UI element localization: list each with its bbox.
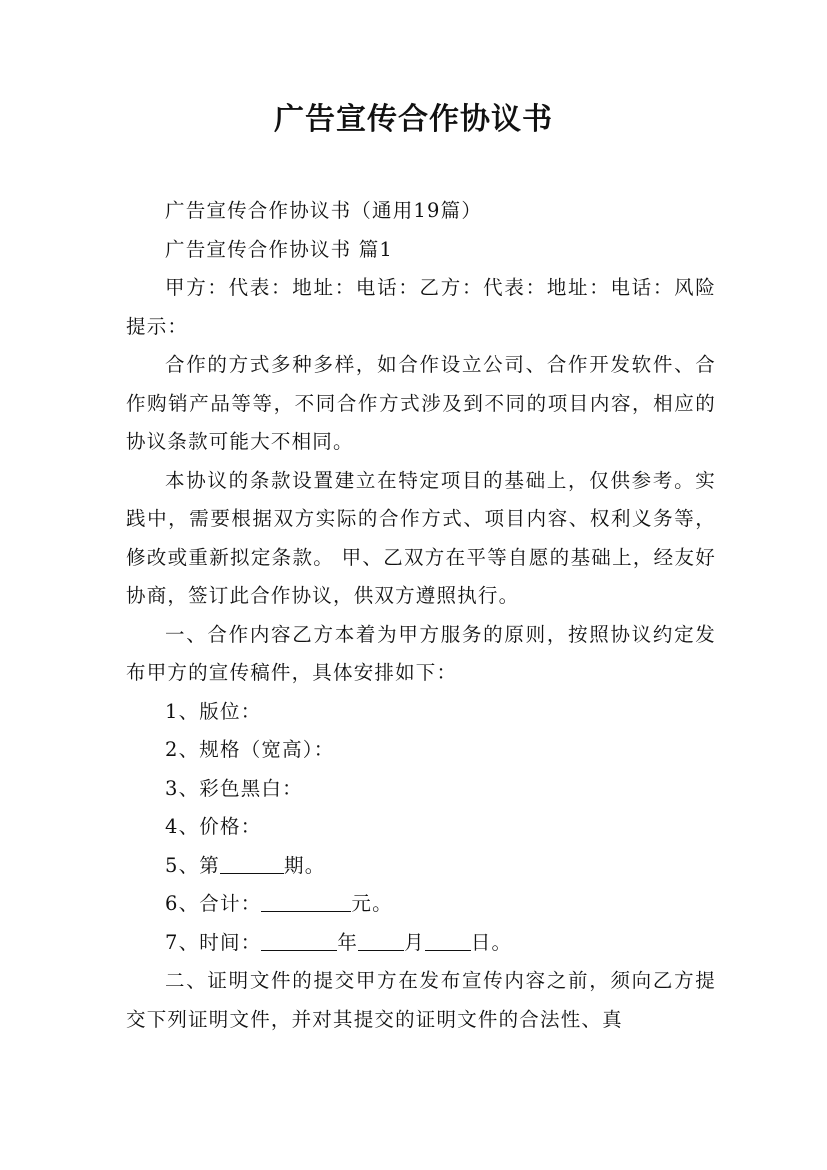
- paragraph-cooperation-modes: 合作的方式多种多样，如合作设立公司、合作开发软件、合作购销产品等等，不同合作方式涉及到不同的项目内容，相应的协议条款可能大不相同。: [126, 353, 716, 453]
- paragraph-item-3: 3、彩色黑白：: [165, 776, 303, 800]
- paragraph-item-1: 1、版位：: [165, 699, 262, 723]
- paragraph-clause-1: 一、合作内容乙方本着为甲方服务的原则，按照协议约定发布甲方的宣传稿件，具体安排如下：: [126, 622, 716, 684]
- blank-line: [220, 853, 284, 874]
- item-7-year: 年: [337, 930, 359, 954]
- paragraph-item-7: [126, 924, 716, 963]
- paragraph-terms-basis: 本协议的条款设置建立在特定项目的基础上，仅供参考。实践中，需要根据双方实际的合作方式、项目内容、权利义务等，修改或重新拟定条款。 甲、乙双方在平等自愿的基础上，经友好协商，签订此合作协议，供双方遵照执行。: [126, 468, 716, 607]
- blank-line: [261, 930, 337, 951]
- paragraph-item-6: [126, 885, 716, 924]
- paragraph-subtitle: 广告宣传合作协议书（通用19篇）: [165, 199, 483, 222]
- paragraph-section-heading: 广告宣传合作协议书 篇1: [165, 237, 394, 261]
- item-6-prefix: 6、合计：: [165, 892, 262, 915]
- item-7-prefix: 7、时间：: [165, 930, 262, 954]
- item-6-suffix: 元。: [351, 892, 393, 915]
- item-7-month: 月: [404, 930, 425, 954]
- blank-line: [358, 930, 404, 951]
- blank-line: [425, 930, 471, 951]
- document-title: 广告宣传合作协议书: [274, 102, 553, 137]
- document-body: [126, 192, 716, 1039]
- blank-line: [261, 892, 351, 913]
- item-5-prefix: 5、第: [165, 853, 221, 877]
- paragraph-parties: 甲方：代表：地址：电话：乙方：代表：地址：电话：风险提示：: [126, 276, 716, 338]
- paragraph-item-5: [126, 847, 716, 886]
- item-7-day: 日。: [470, 930, 513, 954]
- item-5-suffix: 期。: [284, 853, 326, 877]
- paragraph-clause-2: 二、证明文件的提交甲方在发布宣传内容之前，须向乙方提交下列证明文件，并对其提交的证明文件的合法性、真: [126, 969, 716, 1031]
- paragraph-item-4: 4、价格：: [165, 815, 262, 838]
- paragraph-item-2: 2、规格（宽高）：: [165, 738, 335, 761]
